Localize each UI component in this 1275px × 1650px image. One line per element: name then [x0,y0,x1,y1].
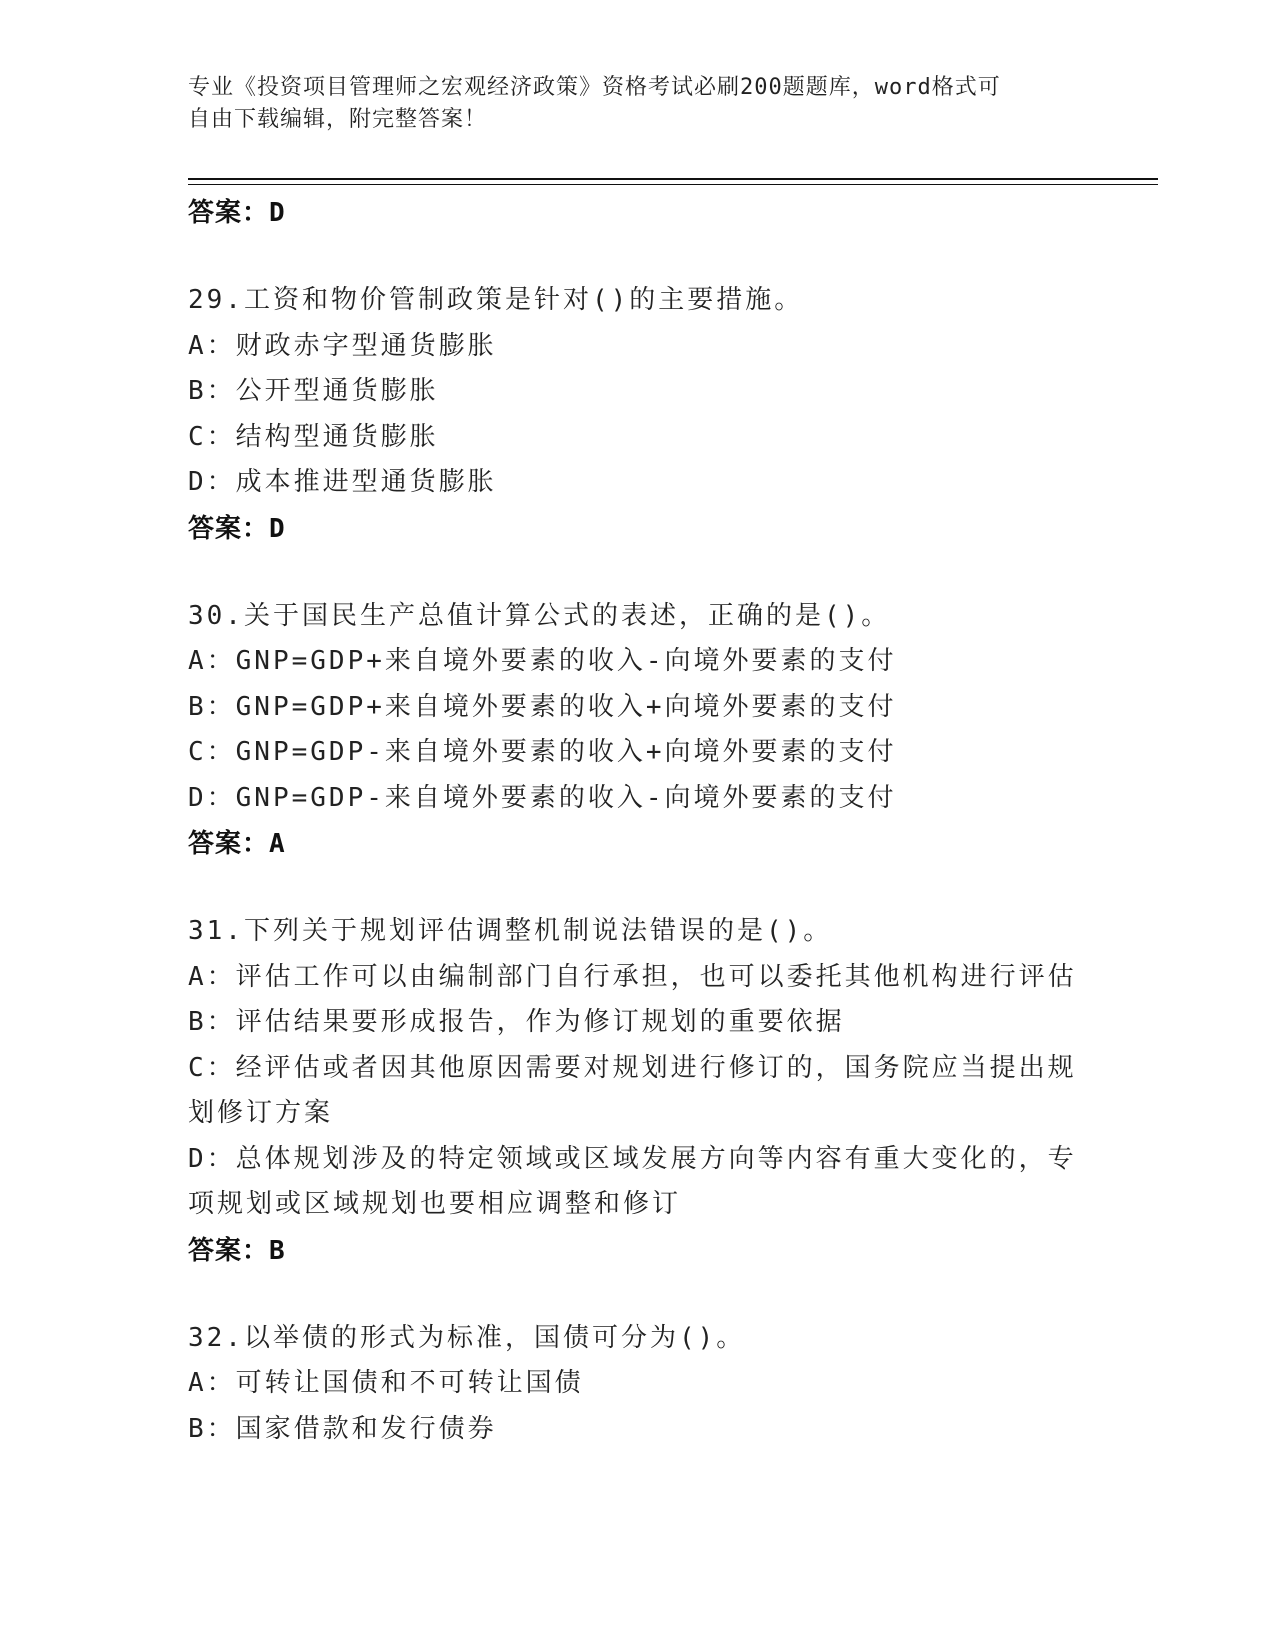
question-30 [188,594,1088,868]
option-a: A：评估工作可以由编制部门自行承担，也可以委托其他机构进行评估 [188,961,1077,992]
question-32 [188,1316,1088,1453]
answer: 答案：A [188,829,286,859]
header-line-2: 自由下载编辑，附完整答案！ [188,107,488,132]
option-b: B：国家借款和发行债券 [188,1413,497,1444]
option-a: A：GNP=GDP+来自境外要素的收入-向境外要素的支付 [188,646,897,676]
question-list [188,190,1088,1452]
option-b: B：公开型通货膨胀 [188,376,439,406]
option-d: D：成本推进型通货膨胀 [188,467,497,497]
answer: 答案：B [188,1235,286,1266]
option-c: C：GNP=GDP-来自境外要素的收入+向境外要素的支付 [188,737,897,767]
option-c: C：结构型通货膨胀 [188,421,439,452]
question-stem: 31.下列关于规划评估调整机制说法错误的是()。 [188,916,833,946]
question-29 [188,278,1088,552]
option-a: A：可转让国债和不可转让国债 [188,1368,584,1398]
option-b: B：GNP=GDP+来自境外要素的收入+向境外要素的支付 [188,691,897,722]
question-stem: 30.关于国民生产总值计算公式的表述，正确的是()。 [188,600,891,631]
header-divider-thin [188,184,1158,185]
document-header [188,72,1068,136]
question-31 [188,909,1088,1274]
option-d: D：总体规划涉及的特定领域或区域发展方向等内容有重大变化的，专项规划或区域规划也要相应调整和修订 [188,1143,1077,1219]
answer: 答案：D [188,513,286,544]
option-a: A：财政赤字型通货膨胀 [188,330,497,361]
question-stem: 29.工资和物价管制政策是针对()的主要措施。 [188,285,804,315]
option-d: D：GNP=GDP-来自境外要素的收入-向境外要素的支付 [188,782,897,813]
answer-q28: 答案：D [188,198,286,228]
header-divider-thick [188,178,1158,180]
question-stem: 32.以举债的形式为标准，国债可分为()。 [188,1322,746,1353]
header-line-1: 专业《投资项目管理师之宏观经济政策》资格考试必刷200题题库，word格式可 [188,75,1001,100]
option-b: B：评估结果要形成报告，作为修订规划的重要依据 [188,1007,845,1037]
option-c: C：经评估或者因其他原因需要对规划进行修订的，国务院应当提出规划修订方案 [188,1052,1077,1128]
